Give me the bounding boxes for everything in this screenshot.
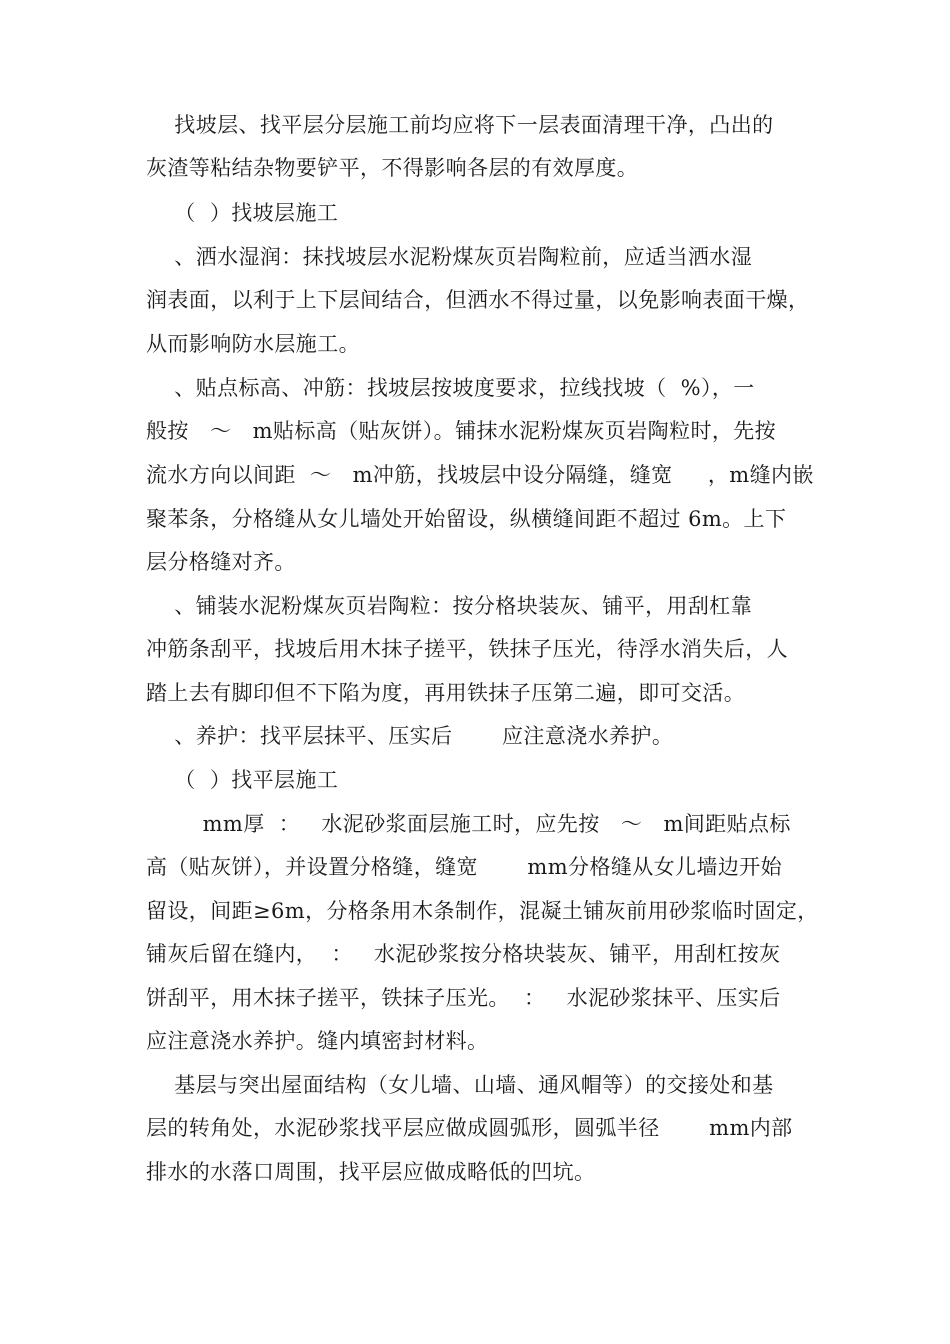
paragraph-line: 流水方向以间距 ～ m冲筋，找坡层中设分隔缝，缝宽 ，m缝内嵌: [146, 463, 814, 487]
paragraph-line: 、洒水湿润：抹找坡层水泥粉煤灰页岩陶粒前，应适当洒水湿: [146, 245, 753, 269]
paragraph-line: 冲筋条刮平，找坡后用木抹子搓平，铁抹子压光，待浮水消失后，人: [146, 637, 788, 661]
paragraph-line: 、贴点标高、冲筋：找坡层按坡度要求，拉线找坡（ %），一: [146, 376, 755, 400]
paragraph-line: 找坡层、找平层分层施工前均应将下一层表面清理干净，凸出的: [146, 113, 774, 137]
paragraph-line: 饼刮平，用木抹子搓平，铁抹子压光。 ： 水泥砂浆抹平、压实后: [146, 986, 781, 1010]
paragraph-line: 层的转角处，水泥砂浆找平层应做成圆弧形，圆弧半径 mm内部: [146, 1116, 793, 1140]
paragraph-line: 应注意浇水养护。缝内填密封材料。: [146, 1029, 489, 1053]
paragraph-line: 从而影响防水层施工。: [146, 332, 360, 356]
paragraph-line: 、铺装水泥粉煤灰页岩陶粒：按分格块装灰、铺平，用刮杠靠: [146, 594, 753, 618]
paragraph-line: 层分格缝对齐。: [146, 550, 296, 574]
paragraph-line: 铺灰后留在缝内， ： 水泥砂浆按分格块装灰、铺平，用刮杠按灰: [146, 942, 781, 966]
paragraph-line: 、养护：找平层抹平、压实后 应注意浇水养护。: [146, 724, 674, 748]
paragraph-line: 基层与突出屋面结构（女儿墙、山墙、通风帽等）的交接处和基: [146, 1073, 774, 1097]
paragraph-line: 润表面，以利于上下层间结合，但洒水不得过量，以免影响表面干燥，: [146, 288, 810, 312]
section-heading: （ ）找平层施工: [146, 768, 339, 792]
paragraph-line: 高（贴灰饼），并设置分格缝，缝宽 mm分格缝从女儿墙边开始: [146, 855, 783, 879]
paragraph-line: 灰渣等粘结杂物要铲平，不得影响各层的有效厚度。: [146, 156, 639, 180]
paragraph-line: 排水的水落口周围，找平层应做成略低的凹坑。: [146, 1160, 596, 1184]
paragraph-line: 留设，间距≥6m，分格条用木条制作，混凝土铺灰前用砂浆临时固定，: [146, 899, 819, 923]
section-heading: （ ）找坡层施工: [146, 201, 339, 225]
paragraph-line: 踏上去有脚印但不下陷为度，再用铁抹子压第二遍，即可交活。: [146, 681, 746, 705]
paragraph-line: mm厚 ： 水泥砂浆面层施工时，应先按 ～ m间距贴点标: [146, 812, 791, 836]
paragraph-line: 般按 ～ m贴标高（贴灰饼）。铺抹水泥粉煤灰页岩陶粒时，先按: [146, 419, 777, 443]
paragraph-line: 聚苯条，分格缝从女儿墙处开始留设，纵横缝间距不超过 6m。上下: [146, 507, 787, 531]
